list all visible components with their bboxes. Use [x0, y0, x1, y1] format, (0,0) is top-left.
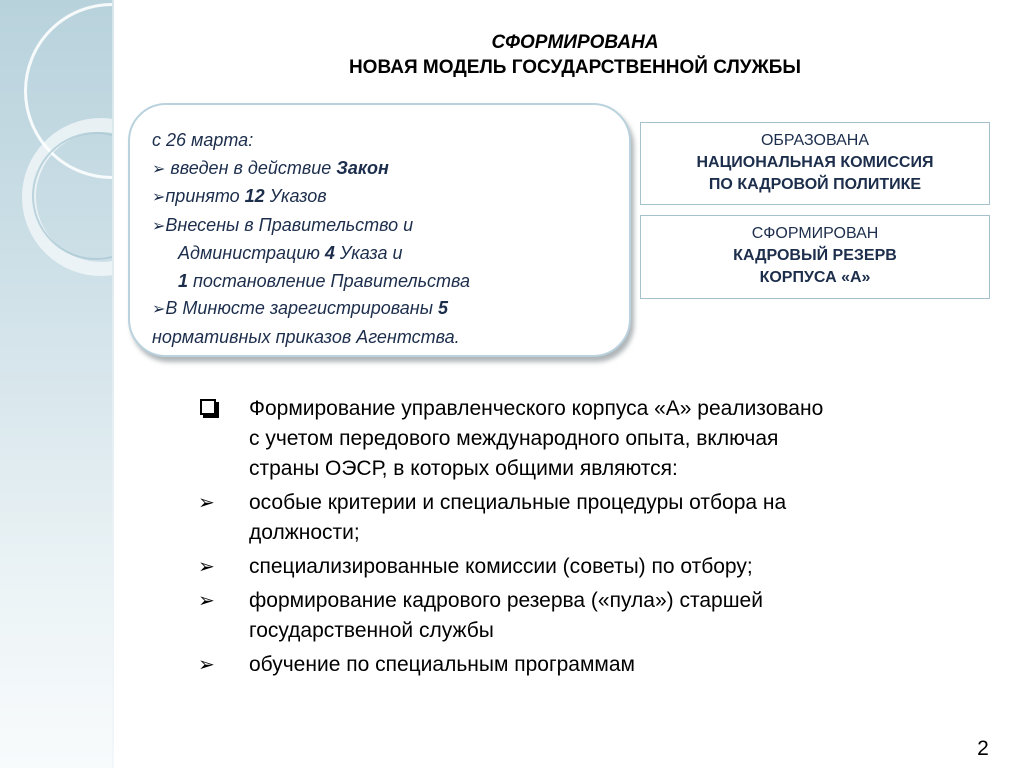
arrow-bullet-icon: ➢ — [198, 654, 215, 676]
list-item-line: страны ОЭСР, в которых общими являются: — [249, 457, 678, 480]
card-item-submitted-line-2: Администрацию 4 Указа и — [178, 243, 403, 263]
box-text: ПО КАДРОВОЙ ПОЛИТИКЕ — [708, 176, 922, 193]
checkbox-bullet-icon — [200, 399, 216, 415]
list-item — [198, 488, 988, 548]
arrow-bullet-icon: ➢ — [152, 189, 166, 206]
box-text: КОРПУСА «А» — [759, 269, 871, 286]
box-text: КАДРОВЫЙ РЕЗЕРВ — [733, 247, 897, 264]
arrow-bullet-icon: ➢ — [198, 492, 215, 514]
arrow-bullet-icon: ➢ — [198, 590, 215, 612]
slide-title — [260, 30, 890, 80]
page-number: 2 — [977, 737, 989, 760]
box-heading: ОБРАЗОВАНА — [760, 132, 869, 149]
arrow-bullet-icon: ➢ — [152, 160, 166, 178]
commission-box — [640, 122, 990, 205]
list-item-line: должности; — [249, 521, 360, 544]
box-text: НАЦИОНАЛЬНАЯ КОМИССИЯ — [696, 154, 934, 171]
title-line-2: НОВАЯ МОДЕЛЬ ГОСУДАРСТВЕННОЙ СЛУЖБЫ — [348, 57, 802, 78]
bullet-list — [198, 394, 988, 680]
list-item-line: особые критерии и специальные процедуры отбора на — [249, 491, 787, 514]
decorative-side-panel — [0, 0, 114, 768]
arrow-bullet-icon: ➢ — [198, 556, 215, 578]
arrow-bullet-icon: ➢ — [152, 217, 166, 235]
card-item-registered: ➢В Минюсте зарегистрированы 5 — [152, 298, 448, 318]
list-item — [198, 586, 988, 646]
card-item-registered-line-2: нормативных приказов Агентства. — [152, 326, 460, 347]
achievements-card — [128, 103, 631, 357]
card-item-submitted-line-3: 1 постановление Правительства — [178, 270, 471, 291]
list-item-line: специализированные комиссии (советы) по отбору; — [249, 555, 753, 578]
list-item — [198, 552, 988, 582]
list-item-line: Формирование управленческого корпуса «А» реализовано — [249, 397, 824, 420]
card-item-submitted: ➢Внесены в Правительство и — [152, 214, 414, 235]
list-item — [198, 650, 988, 680]
list-item-line: с учетом передового международного опыта, включая — [249, 427, 779, 450]
arrow-bullet-icon: ➢ — [152, 301, 166, 318]
card-date-line: с 26 марта: — [152, 130, 254, 150]
list-item-line: государственной службы — [249, 619, 494, 642]
box-heading: СФОРМИРОВАН — [751, 225, 879, 242]
list-item-line: обучение по специальным программам — [249, 653, 635, 676]
list-item-line: формирование кадрового резерва («пула») старшей — [249, 589, 763, 612]
title-line-1: СФОРМИРОВАНА — [491, 32, 659, 53]
reserve-box — [640, 215, 990, 299]
card-item-decrees: ➢принято 12 Указов — [152, 186, 327, 206]
card-item-law: ➢ введен в действие Закон — [152, 157, 389, 178]
intro-list-item — [198, 394, 988, 484]
